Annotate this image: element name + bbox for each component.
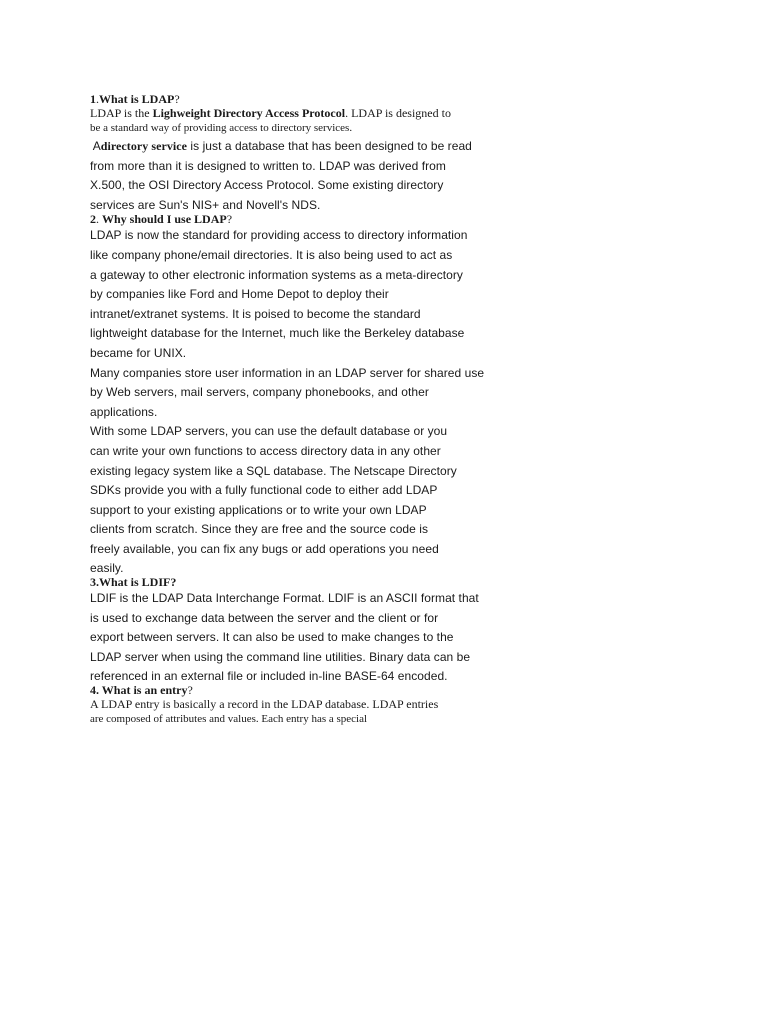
q2-paragraph-line: Many companies store user information in an LDAP server for shared use — [90, 365, 485, 380]
question-1-mark: ? — [174, 92, 180, 106]
q2-paragraph-line: by companies like Ford and Home Depot to deploy their — [90, 287, 389, 302]
q1-paragraph-line: services are Sun's NIS+ and Novell's NDS. — [90, 197, 321, 212]
question-3-heading — [90, 575, 530, 589]
ldap-full-name: Lighweight Directory Access Protocol — [152, 106, 346, 120]
q1-paragraph-line: from more than it is designed to written to. LDAP was derived from — [90, 158, 446, 173]
q2-paragraph-line: With some LDAP servers, you can use the default database or you — [90, 424, 448, 439]
q2-paragraph-line: freely available, you can fix any bugs or add operations you need — [90, 541, 439, 556]
question-1-separator: . — [96, 92, 99, 106]
q2-paragraph-line: clients from scratch. Since they are free and the source code is — [90, 522, 429, 537]
q2-paragraph-line: can write your own functions to access directory data in any other — [90, 443, 441, 458]
q2-paragraph-line: became for UNIX. — [90, 345, 187, 360]
q2-paragraph-line: by Web servers, mail servers, company phonebooks, and other — [90, 385, 429, 400]
question-2-number: 2 — [90, 212, 96, 227]
q4-paragraph-line: A LDAP entry is basically a record in the LDAP database. LDAP entries — [90, 697, 439, 712]
q3-paragraph-line: referenced in an external file or included in-line BASE-64 encoded. — [90, 669, 448, 684]
question-4-title: 4. What is an entry — [90, 683, 188, 698]
directory-service-term: directory service — [100, 139, 188, 153]
question-1-heading — [90, 92, 530, 106]
q2-paragraph-line: intranet/extranet systems. It is poised to become the standard — [90, 306, 421, 321]
q2-paragraph-line: easily. — [90, 561, 124, 576]
q1-paragraph-line: X.500, the OSI Directory Access Protocol. Some existing directory — [90, 178, 444, 193]
question-4-mark: ? — [187, 683, 193, 698]
question-3-title: 3.What is LDIF? — [90, 575, 177, 590]
q3-paragraph-line: export between servers. It can also be used to make changes to the — [90, 630, 454, 645]
q2-paragraph-line: a gateway to other electronic information systems as a meta-directory — [90, 267, 463, 282]
q2-paragraph-line: support to your existing applications or to write your own LDAP — [90, 502, 427, 517]
q1-directory-service-line: Adirectory service is just a database that has been designed to be read — [90, 139, 472, 153]
q2-paragraph-line: applications. — [90, 404, 158, 419]
question-2-title: Why should I use LDAP — [102, 212, 227, 227]
document-body — [90, 92, 530, 726]
q3-paragraph-line: LDIF is the LDAP Data Interchange Format. LDIF is an ASCII format that — [90, 591, 479, 606]
question-1-number: 1 — [90, 92, 96, 106]
question-1-title: What is LDAP — [99, 92, 175, 106]
q2-paragraph-line: existing legacy system like a SQL database. The Netscape Directory — [90, 463, 457, 478]
q4-paragraph-line: are composed of attributes and values. Each entry has a special — [90, 713, 368, 726]
q2-paragraph-line: like company phone/email directories. It is also being used to act as — [90, 247, 453, 262]
q2-paragraph-line: SDKs provide you with a fully functional code to either add LDAP — [90, 483, 438, 498]
q1-intro-line: LDAP is the Lighweight Directory Access Protocol. LDAP is designed to — [90, 106, 451, 120]
q2-paragraph-line: lightweight database for the Internet, much like the Berkeley database — [90, 326, 465, 341]
question-2-mark: ? — [226, 212, 233, 227]
q3-paragraph-line: LDAP server when using the command line utilities. Binary data can be — [90, 649, 471, 664]
q2-paragraph-line: LDAP is now the standard for providing access to directory information — [90, 228, 468, 243]
question-2-separator: . — [96, 212, 102, 227]
q1-intro-line-2: be a standard way of providing access to directory services. — [90, 122, 353, 134]
q3-paragraph-line: is used to exchange data between the server and the client or for — [90, 610, 439, 625]
